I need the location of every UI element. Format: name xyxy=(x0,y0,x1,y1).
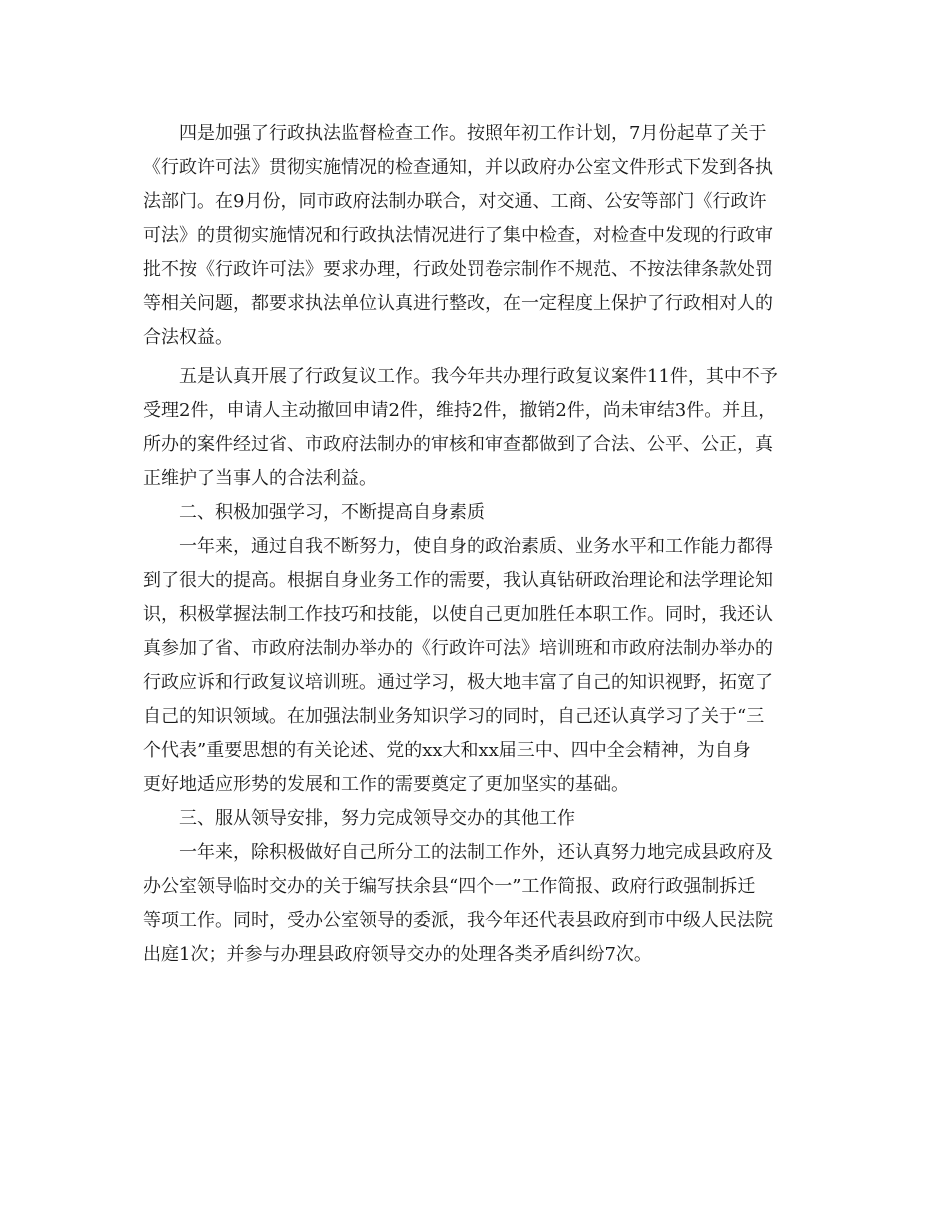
paragraph-study xyxy=(143,530,809,802)
text-line: 办公室领导临时交办的关于编写扶余县“四个一”工作简报、政府行政强制拆迁 xyxy=(143,876,756,897)
text-line: 正维护了当事人的合法利益。 xyxy=(143,468,377,489)
text-line: 合法权益。 xyxy=(143,327,233,348)
text-line: 批不按《行政许可法》要求办理，行政处罚卷宗制作不规范、不按法律条款处罚 xyxy=(143,259,773,280)
text-line: 一年来，通过自我不断努力，使自身的政治素质、业务水平和工作能力都得 xyxy=(179,536,773,557)
text-line: 《行政许可法》贯彻实施情况的检查通知，并以政府办公室文件形式下发到各执 xyxy=(143,157,773,178)
paragraph-admin-review xyxy=(143,360,809,496)
paragraph-admin-supervision xyxy=(143,117,809,355)
text-line: 出庭1次；并参与办理县政府领导交办的处理各类矛盾纠纷7次。 xyxy=(143,944,652,965)
section-heading-other-work xyxy=(143,802,809,836)
text-line: 受理2件，申请人主动撤回申请2件，维持2件，撤销2件，尚未审结3件。并且， xyxy=(143,400,777,421)
text-line: 所办的案件经过省、市政府法制办的审核和审查都做到了合法、公平、公正，真 xyxy=(143,434,773,455)
text-line: 更好地适应形势的发展和工作的需要奠定了更加坚实的基础。 xyxy=(143,774,629,795)
text-line: 可法》的贯彻实施情况和行政执法情况进行了集中检查，对检查中发现的行政审 xyxy=(143,225,773,246)
section-heading: 二、积极加强学习，不断提高自身素质 xyxy=(179,502,485,523)
text-line: 真参加了省、市政府法制办举办的《行政许可法》培训班和市政府法制办举办的 xyxy=(143,638,773,659)
text-line: 自己的知识领域。在加强法制业务知识学习的同时，自己还认真学习了关于“三 xyxy=(143,706,765,727)
section-heading-study xyxy=(143,496,809,530)
text-line: 行政应诉和行政复议培训班。通过学习，极大地丰富了自己的知识视野，拓宽了 xyxy=(143,672,773,693)
text-line: 个代表”重要思想的有关论述、党的xx大和xx届三中、四中全会精神，为自身 xyxy=(143,740,751,761)
section-heading: 三、服从领导安排，努力完成领导交办的其他工作 xyxy=(179,808,575,829)
text-line: 等项工作。同时，受办公室领导的委派，我今年还代表县政府到市中级人民法院 xyxy=(143,910,773,931)
text-line: 法部门。在9月份，同市政府法制办联合，对交通、工商、公安等部门《行政许 xyxy=(143,191,767,212)
text-line: 到了很大的提高。根据自身业务工作的需要，我认真钻研政治理论和法学理论知 xyxy=(143,570,773,591)
text-line: 等相关问题，都要求执法单位认真进行整改，在一定程度上保护了行政相对人的 xyxy=(143,293,773,314)
text-line: 五是认真开展了行政复议工作。我今年共办理行政复议案件11件，其中不予 xyxy=(179,366,778,387)
document-body xyxy=(143,117,809,972)
text-line: 一年来，除积极做好自己所分工的法制工作外，还认真努力地完成县政府及 xyxy=(179,842,773,863)
text-line: 识，积极掌握法制工作技巧和技能，以使自己更加胜任本职工作。同时，我还认 xyxy=(143,604,773,625)
text-line: 四是加强了行政执法监督检查工作。按照年初工作计划，7月份起草了关于 xyxy=(179,123,767,144)
paragraph-other-work xyxy=(143,836,809,972)
